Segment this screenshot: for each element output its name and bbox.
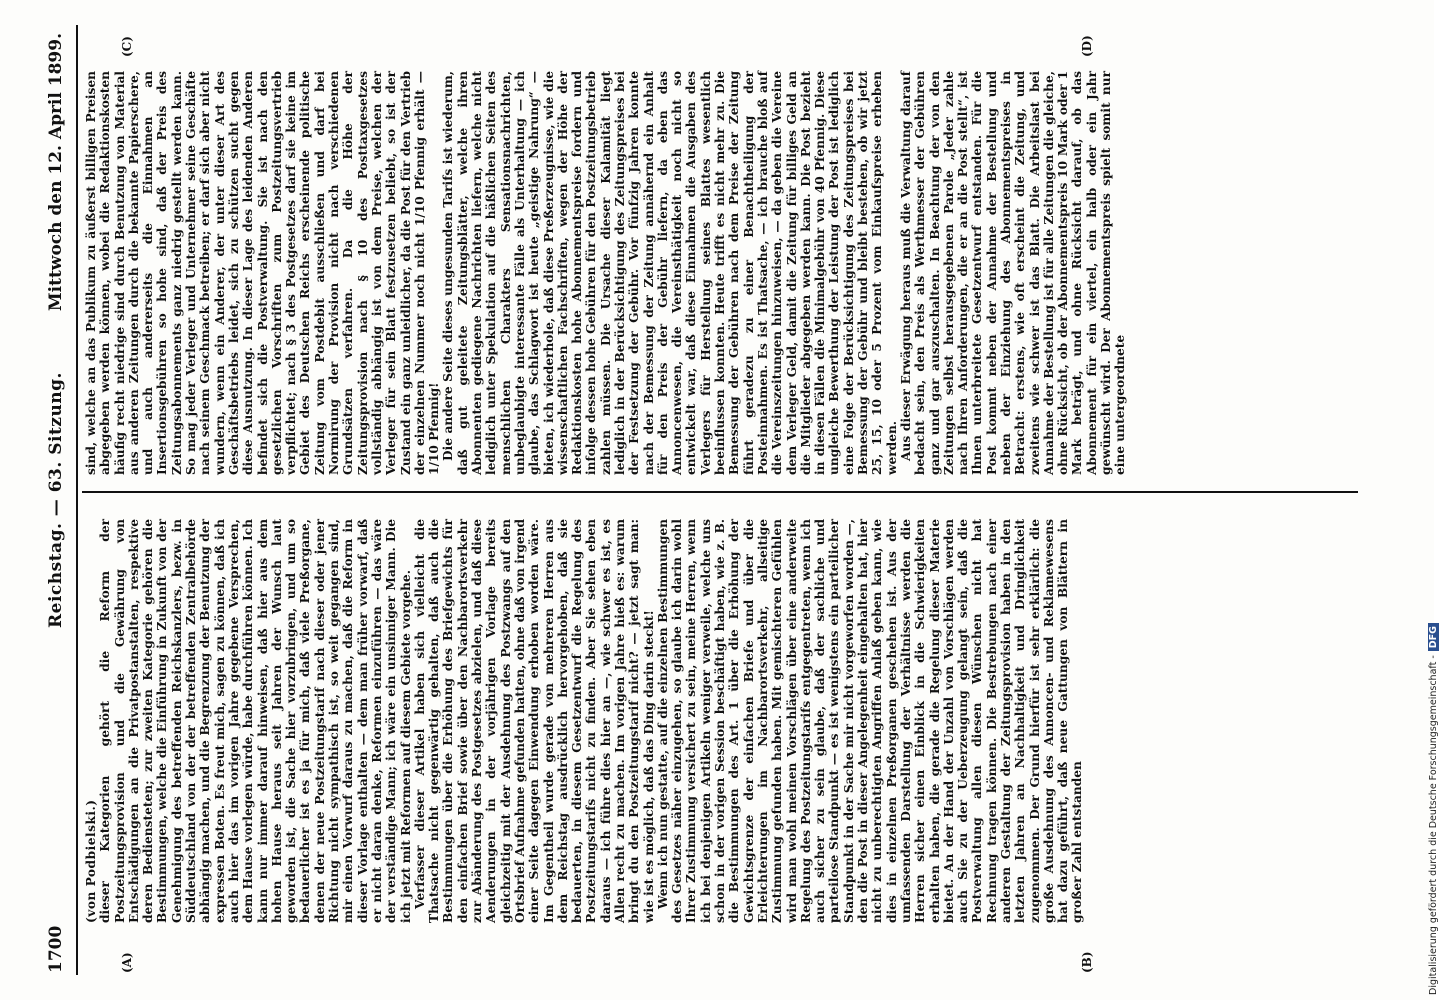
session-date: Mittwoch den 12. April 1899.	[46, 33, 66, 312]
header-rule	[76, 25, 78, 975]
page-header	[40, 25, 76, 975]
page-number: 1700	[46, 925, 66, 973]
digitization-text: Digitalisierung gefördert durch die Deutsche Forschungsgemeinschaft -	[1428, 655, 1439, 995]
paragraph: dieser Kategorien gehört die Reform der Postzeitungsprovision und die Gewährung von Entschädigungen an die Privatpostanstalten, respektive deren Bediensteten; zur zweiten Kategorie gehören die Bestimmungen, welche die Einführung in Zukunft von der Genehmigung des betreffenden Reichskanzlers, bezw. in Süddeutschland von der der betreffenden Zentralbehörde abhängig machen, und die Begrenzung der Benutzung der expressen Boten. Es freut mich, sagen zu können, daß ich auch hier das im vorigen Jahre gegebene Versprechen, dem Hause vorlegen würde, habe durchführen können. Ich kann nur immer darauf hinweisen, daß hier aus dem hohen Hause heraus seit Jahren der Wunsch laut geworden ist, die Sache hier vorzubringen, und um so bedauerlicher ist es ja für mich, daß viele Preßorgane, denen der neue Postzeitungstarif nach dieser oder jener Richtung nicht sympathisch ist, so weit gegangen sind, mir einen Vorwurf daraus zu machen, daß die Reform in dieser Vorlage enthalten — dem man früher vorwarf, daß er nicht daran denke, Reformen einzuführen — das wäre der verständige Mann; ich wäre ein unsinniger Mann. Die ich jetzt mit Reformen auf diesem Gebiete vorgehe.	[98, 519, 413, 923]
paragraph: sind, welche an das Publikum zu äußerst billigen Preisen abgegeben werden können, wobei die Redaktionskosten häufig recht niedrige sind durch Benutzung von Material aus anderen Zeitungen durch die bekannte Papierschere, und auch andererseits die Einnahmen an Insertionsgebühren so hohe sind, daß der Preis des Zeitungsabonnements ganz niedrig gestellt werden kann. So mag jeder Verleger und Unternehmer seine Geschäfte nach seinem Geschmack betreiben; er darf sich aber nicht wundern, wenn ein Anderer, der unter dieser Art des Geschäftsbetriebs leidet, sich zu schützen sucht gegen diese Ausnutzung. In dieser Lage des leidenden Anderen befindet sich die Postverwaltung. Sie ist nach den gesetzlichen Vorschriften zum Postzeitungsvertrieb verpflichtet; nach § 3 des Postgesetzes darf sie keine im Gebiet des Deutschen Reichs erscheinende politische Zeitung vom Postdebit ausschließen und darf bei Normirung der Provision nicht nach verschiedenen Grundsätzen verfahren. Da die Höhe der Zeitungsprovision nach § 10 des Posttaxgesetzes vollständig abhängig ist von dem Preise, welchen der Verleger für sein Blatt festzusetzen beliebt, so ist der Zustand ein ganz unleidlicher, da die Post für den Vertrieb der einzelnen Nummer noch nicht 1/10 Pfennig erhält — 1/10 Pfennig!	[84, 71, 442, 475]
paragraph: Die andere Seite dieses ungesunden Tarifs ist wiederum, daß gut geleitete Zeitungsblätter, welche ihren Abonnenten gediegene Nachrichten liefern, welche nicht lediglich unter Spekulation auf die häßlichen Seiten des menschlichen Charakters Sensationsnachrichten, unbeglaubigte interessante Fälle als Unterhaltung — ich glaube, das Schlagwort ist heute „geistige Nahrung“ — bieten, ich wiederhole, daß diese Preßerzeugnisse, wie die wissenschaftlichen Fachschriften, wegen der Höhe der Redaktionskosten hohe Abonnementspreise fordern und infolge dessen hohe Gebühren für den Postzeitungsbetrieb zahlen müssen. Die Ursache dieser Kalamität liegt lediglich in der Berücksichtigung des Zeitungspreises bei der Festsetzung der Gebühr. Vor fünfzig Jahren konnte nach der Bemessung der Zeitung annähernd ein Anhalt für den Preis der Gebühr liefern, da eben das Annoncenwesen, die Vereinsthätigkeit noch nicht so entwickelt war, daß diese Einnahmen die Ausgaben des Verlegers für Herstellung seines Blattes wesentlich beeinflussen konnten. Heute trifft es nicht mehr zu. Die Bemessung der Gebühren nach dem Preise der Zeitung führt geradezu zu einer Benachtheiligung der Posteinnahmen. Es ist Thatsache, — ich brauche bloß auf die Vereinszeitungen hinzuweisen, — da geben die Vereine dem Verleger Geld, damit die Zeitung für billiges Geld an die Mitglieder abgegeben werden kann. Die Post bezieht in diesen Fällen die Minimalgebühr von 40 Pfennig. Diese ungleiche Bewerthung der Leistung der Post ist lediglich eine Folge der Berücksichtigung des Zeitungspreises bei Bemessung der Gebühr und bleibt bestehen, ob wir jetzt 25, 15, 10 oder 5 Prozent vom Einkaufspreise erheben werden.	[441, 71, 899, 475]
column-marker-a: (A)	[120, 952, 134, 973]
speaker-label: (von Podbielski.)	[84, 799, 98, 923]
paragraph: Wenn ich nun gestatte, auf die einzelnen Bestimmungen des Gesetzes näher einzugehen, so glaube ich darin wohl Ihrer Zustimmung versichert zu sein, meine Herren, wenn ich bei denjenigen Artikeln weniger verweile, welche uns schon in der vorigen Session beschäftigt haben, wie z. B. die Bestimmungen des Art. 1 über die Erhöhung der Gewichtsgrenze der einfachen Briefe und über die Erleichterungen im Nachbarortsverkehr, allseitige Zustimmung gefunden haben. Mit gemischteren Gefühlen wird man wohl meinen Vorschlägen über eine anderweite Regelung des Postzeitungstarifs entgegentreten, wenn ich auch sicher zu sein glaube, daß der sachliche und parteilose Standpunkt — es ist wenigstens ein parteilicher Standpunkt in der Sache mir nicht vorgeworfen worden —, den die Post in dieser Angelegenheit eingehalten hat, hier nicht zu unberechtigten Angriffen Anlaß geben kann, wie dies in einzelnen Preßorganen geschehen ist. Aus der umfassenden Darstellung der Verhältnisse werden die Herren sicher einen Einblick in die Schwierigkeiten erhalten haben, die gerade die Regelung dieser Materie bietet. An der Hand der Unzahl von Vorschlägen werden auch Sie zu der Ueberzeugung gelangt sein, daß die Postverwaltung allen diesen Wünschen nicht hat Rechnung tragen können. Die Bestrebungen nach einer anderen Gestaltung der Zeitungsprovision haben in den letzten Jahren an Nachhaltigkeit und Dringlichkeit zugenommen. Der Grund hierfür ist sehr erklärlich: die große Ausdehnung des Annoncen- und Reklamewesens hat dazu geführt, daß neue Gattungen von Blättern in großer Zahl entstanden	[655, 519, 1085, 923]
digitization-note	[1428, 623, 1439, 995]
rotated-page-content	[40, 25, 1370, 975]
column-marker-c: (C)	[120, 36, 134, 57]
column-marker-d: (D)	[1080, 35, 1094, 57]
column-marker-b: (B)	[1080, 951, 1094, 973]
dfg-logo: DFG	[1428, 623, 1439, 651]
paragraph: Verfasser dieser Artikel haben sich vielleicht die Thatsache nicht gegenwärtig gehalten, daß auch die Bestimmungen über die Erhöhung des Briefgewichts für den einfachen Brief sowie über den Nachbarortsverkehr zur Abänderung des Postgesetzes abzielen, und daß diese Aenderungen in der vorjährigen Vorlage bereits gleichzeitig mit der Ausdehnung des Postzwangs auf den Ortsbrief Aufnahme gefunden hatten, ohne daß von irgend einer Seite dagegen Einwendung erhoben worden wäre. Im Gegentheil wurde gerade von mehreren Herren aus dem Reichstag ausdrücklich hervorgehoben, daß sie bedauerten, in diesem Gesetzentwurf die Regelung des Postzeitungstarifs nicht zu finden. Aber Sie sehen eben daraus — ich führe dies hier an —, wie schwer es ist, es Allen recht zu machen. Im vorigen Jahre hieß es: warum bringt du den Postzeitungstarif nicht? — jetzt sagt man: wie ist es möglich, daß das Ding darin steckt!	[412, 519, 656, 923]
session-title: Reichstag. — 63. Sitzung.	[46, 372, 66, 628]
column-divider	[82, 491, 1358, 493]
left-column	[84, 519, 1085, 923]
paragraph: Aus dieser Erwägung heraus muß die Verwaltung darauf bedacht sein, den Preis als Werthmesser der Gebühren ganz und gar auszuschalten. In Beachtung der von den Zeitungen selbst herausgegebenen Parole „Jeder zahle nach Ihren Anforderungen, die er an die Post stellt“, ist Ihnen unterbreitete Gesetzentwurf entstanden. Für die Post kommt neben der Annahme der Bestellung und neben der Einziehung des Abonnementspreises in Betracht: erstens, wie oft erscheint die Zeitung, und zweitens wie schwer ist das Blatt. Die Arbeitslast bei Annahme der Bestellung ist für alle Zeitungen die gleiche, ohne Rücksicht, ob der Abonnementspreis 10 Mark oder 1 Mark beträgt, und ohne Rücksicht darauf, ob das Abonnement für ein viertel, ein halb oder ein Jahr gewünscht wird. Der Abonnementspreis spielt somit nur eine untergeordnete	[898, 71, 1128, 475]
right-column	[84, 71, 1128, 475]
